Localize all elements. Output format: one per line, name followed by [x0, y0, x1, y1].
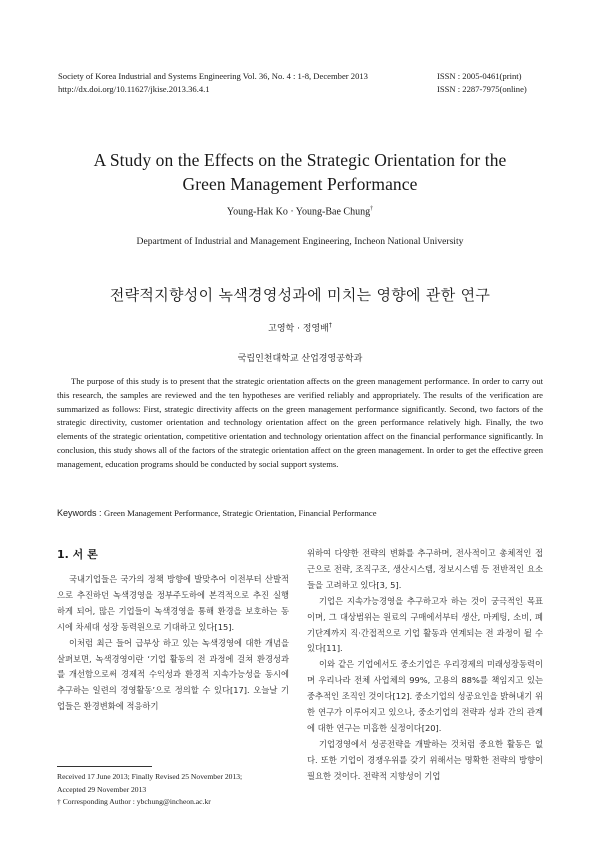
corresponding-author: † Corresponding Author : ybchung@incheon.ac.kr: [57, 797, 211, 806]
paragraph: 이와 같은 기업에서도 중소기업은 우리경제의 미래성장동력이며 우리나라 전체 사업체의 99%, 고용의 88%를 책임지고 있는 중추적인 조직인 것이다[12]. 중소기업의 성공요인을 밝혀내기 위한 연구가 이루어지고 있으나, 중소기업의 전략과 성과 간의 관계에 대한 연구는 미흡한 실정이다[20].: [307, 659, 543, 733]
corresponding-mark: †: [370, 206, 374, 212]
issn-online: ISSN : 2287-7975(online): [437, 84, 527, 94]
received-date: Received 17 June 2013; Finally Revised 25 November 2013;: [57, 772, 243, 781]
accepted-date: Accepted 29 November 2013: [57, 784, 147, 794]
korean-title: 전략적지향성이 녹색경영성과에 미치는 영향에 관한 연구: [109, 286, 491, 304]
paragraph: 기업경영에서 성공전략을 개발하는 것처럼 중요한 활동은 없다. 또한 기업이 경쟁우위를 갖기 위해서는 명확한 전략의 방향이 필요한 것이다. 전략적 지향성이 기업: [307, 738, 543, 781]
author-names: Young-Hak Ko · Young-Bae Chung: [226, 206, 371, 218]
doi-link[interactable]: http://dx.doi.org/10.11627/jkise.2013.36.4.1: [58, 84, 210, 94]
issn-print: ISSN : 2005-0461(print): [437, 71, 522, 81]
paper-title-line1: A Study on the Effects on the Strategic Orientation for the: [93, 150, 507, 170]
paragraph: 이처럼 최근 들어 급부상 하고 있는 녹색경영에 대한 개념을 살펴보면, 녹색경영이란 ‘기업 활동의 전 과정에 걸쳐 환경성과를 개선함으로써 경제적 수익성과 환경적 지속가능성을 동시에 추구하는 일련의 경영활동’으로 정의할 수 있다[17]. 오늘날 기업들은 환경변화에 적응하기: [57, 637, 289, 712]
keywords-text: Green Management Performance, Strategic Orientation, Financial Performance: [104, 508, 377, 518]
paper-title: [40, 148, 560, 196]
right-column: [307, 546, 543, 785]
korean-affiliation: 국립인천대학교 산업경영공학과: [237, 354, 363, 364]
footnote: [57, 771, 297, 809]
affiliation: Department of Industrial and Management Engineering, Incheon National University: [136, 236, 464, 247]
authors: [0, 206, 600, 217]
keywords: Keywords : Green Management Performance, Strategic Orientation, Financial Performance: [57, 508, 377, 518]
paper-title-line2: Green Management Performance: [182, 174, 418, 194]
section-heading: 1. 서 론: [57, 548, 98, 561]
paragraph: 국내기업들은 국가의 정책 방향에 발맞추어 이전부터 산발적으로 추진하던 녹색경영을 정부주도하에 본격적으로 추진 실행하게 되어, 많은 기업들이 녹색경영을 통해 환경을 보호하는 동시에 차세대 성장 동력원으로 기대하고 있다[15].: [57, 574, 289, 632]
korean-authors: [0, 321, 600, 334]
paragraph: 기업은 지속가능경영을 추구하고자 하는 것이 궁극적인 목표이며, 그 대상범위는 원료의 구매에서부터 생산, 마케팅, 소비, 폐기단계까지 직·간접적으로 기업 활동과 연계되는 전 과정이 될 수 있다[11].: [307, 595, 543, 654]
paragraph: 위하여 다양한 전략의 변화를 추구하며, 전사적이고 총체적인 접근으로 전략, 조직구조, 생산시스템, 정보시스템 등 전반적인 요소들을 고려하고 있다[3, 5].: [307, 548, 543, 590]
issn-block: [437, 70, 527, 96]
keywords-label: Keywords: [57, 508, 97, 518]
footnote-divider: [57, 766, 152, 767]
korean-corresponding-mark: †: [328, 322, 332, 329]
journal-citation: Society of Korea Industrial and Systems Engineering Vol. 36, No. 4 : 1-8, December 2013: [58, 71, 368, 81]
abstract: The purpose of this study is to present that the strategic orientation affects on the green management performance. In order to carry out this research, the samples are reviewed and the ten hypotheses are verified reliably and appropriately. The results of the verification are summarized as follows: First, strategic directivity affects on the green management performance significantly. Second, two factors of the strategic directivity, customer orientation and technology orientation affect on the green performance relatively high. Finally, the two elements of the strategic orientation, competitive orientation and technology orientation affect on the financial performance significantly. In conclusion, this study shows all of the factors of the strategic orientation affect on the green management. In order to get the effective green management, education programs should be conducted by social support systems.: [57, 376, 543, 469]
korean-author-names: 고영학 · 정영배: [268, 324, 329, 334]
left-column: [57, 572, 289, 715]
journal-header: [58, 70, 368, 96]
